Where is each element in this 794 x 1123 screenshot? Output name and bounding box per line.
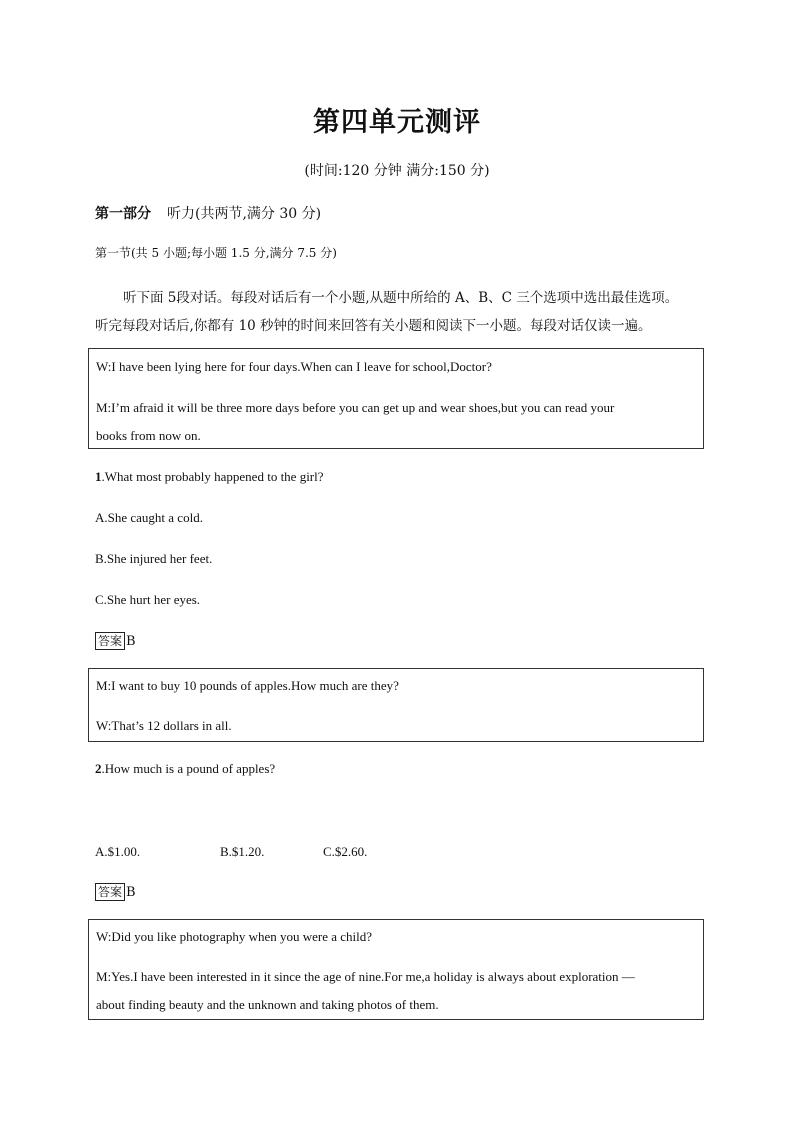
part-desc: 听力(共两节,满分 30 分) (167, 206, 322, 222)
dialog-line: M:Yes.I have been interested in it since the age of nine.For me,a holiday is always about exploration — (96, 969, 635, 984)
answer-value: B (126, 634, 136, 649)
question-1 (95, 469, 324, 485)
part-name: 第一部分 (95, 206, 151, 222)
dialog-line: W:Did you like photography when you were a child? (96, 929, 373, 944)
dialog-box-1 (88, 348, 704, 449)
dialog-line: books from now on. (96, 428, 201, 443)
answer-2 (95, 883, 136, 901)
answer-value: B (126, 885, 136, 900)
dialog-line: W:That’s 12 dollars in all. (96, 718, 232, 733)
question-number: 1 (95, 469, 102, 484)
option-c: C.She hurt her eyes. (95, 592, 201, 607)
option-b: B.She injured her feet. (95, 551, 213, 566)
question-number: 2 (95, 761, 102, 776)
option-a: A.$1.00. (95, 844, 141, 859)
answer-tag: 答案 (95, 632, 125, 650)
instructions-line-1: 听下面 5段对话。每段对话后有一个小题,从题中所给的 A、B、C 三个选项中选出最佳选项。 (123, 290, 679, 306)
answer-tag: 答案 (95, 883, 125, 901)
exam-time-score: (时间:120 分钟 满分:150 分) (304, 163, 490, 179)
dialog-box-3 (88, 919, 704, 1020)
dialog-line: M:I want to buy 10 pounds of apples.How much are they? (96, 678, 399, 693)
dialog-box-2 (88, 668, 704, 742)
dialog-line: W:I have been lying here for four days.When can I leave for school,Doctor? (96, 359, 492, 374)
question-2 (95, 761, 275, 777)
page-title: 第四单元测评 (313, 107, 481, 138)
question-text: .How much is a pound of apples? (101, 761, 276, 776)
answer-1 (95, 632, 136, 650)
option-a: A.She caught a cold. (95, 510, 203, 525)
instructions-line-2: 听完每段对话后,你都有 10 秒钟的时间来回答有关小题和阅读下一小题。每段对话仅读一遍。 (95, 318, 652, 334)
question-text: .What most probably happened to the girl? (101, 469, 324, 484)
dialog-line: M:I’m afraid it will be three more days before you can get up and wear shoes,but you can read your (96, 400, 615, 415)
part-heading (95, 203, 321, 223)
dialog-line: about finding beauty and the unknown and taking photos of them. (96, 997, 439, 1012)
option-b: B.$1.20. (220, 844, 265, 859)
option-c: C.$2.60. (323, 844, 368, 859)
section-heading: 第一节(共 5 小题;每小题 1.5 分,满分 7.5 分) (95, 246, 337, 260)
instructions (95, 284, 705, 340)
